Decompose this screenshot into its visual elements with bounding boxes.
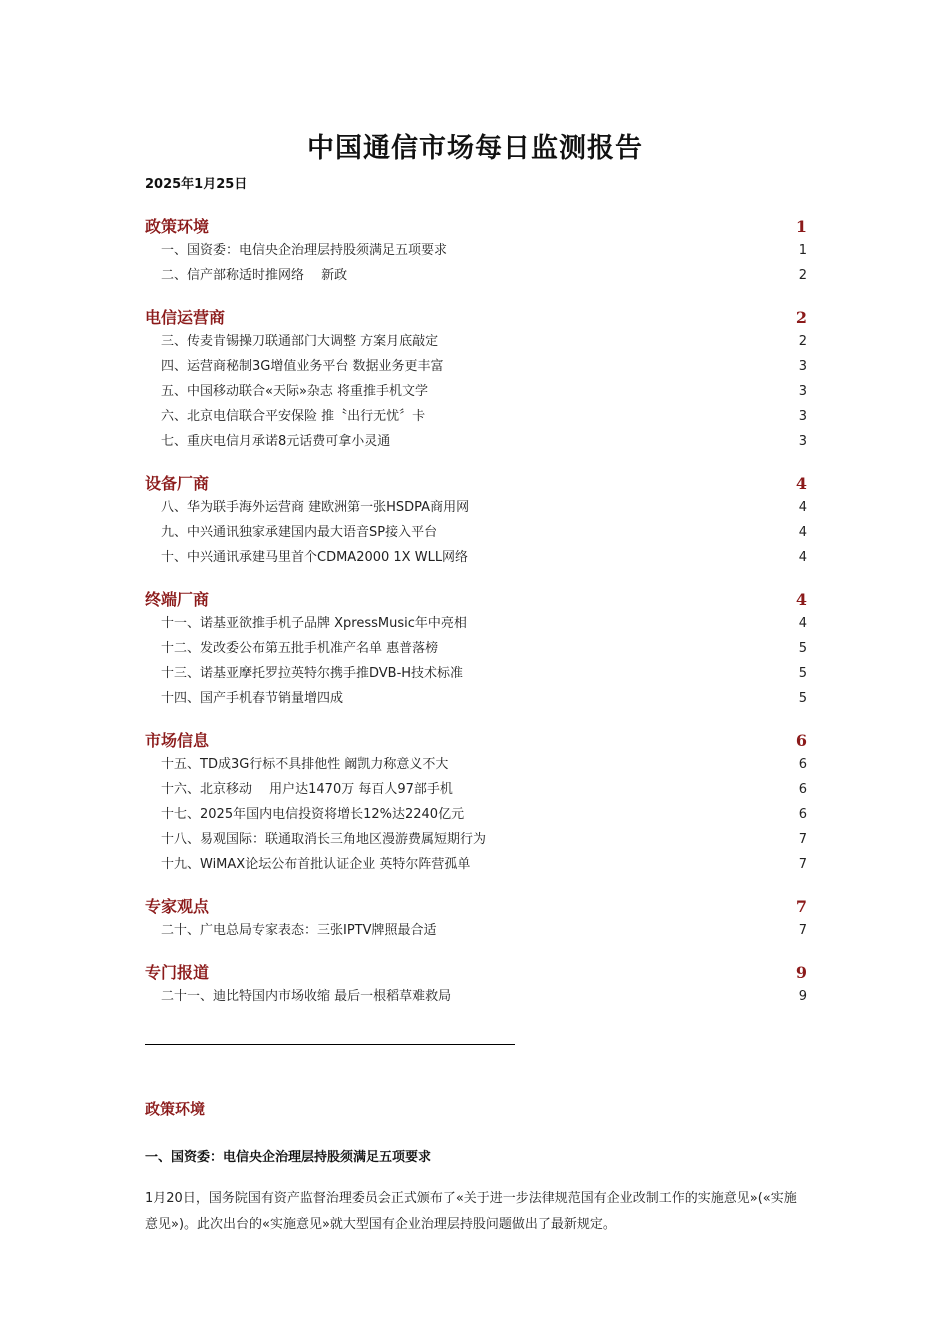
toc-section-heading[interactable] [145, 472, 807, 495]
toc-entry-label: 二十一、迪比特国内市场收缩 最后一根稻草难救局 [161, 989, 452, 1004]
toc-section [145, 895, 807, 943]
toc-entry-label: 二十、广电总局专家表态：三张IPTV牌照最合适 [161, 923, 437, 938]
toc-section-title: 专家观点 [145, 897, 210, 916]
toc-entry-page-number: 3 [798, 384, 807, 399]
toc-section-heading[interactable] [145, 961, 807, 984]
toc-entry[interactable] [145, 429, 807, 454]
toc-entry[interactable] [145, 238, 807, 263]
toc-entry[interactable] [145, 354, 807, 379]
toc-entry[interactable] [145, 636, 807, 661]
toc-section [145, 215, 807, 288]
toc-entry-label: 十八、易观国际：联通取消长三角地区漫游费属短期行为 [161, 832, 487, 847]
toc-entry-label: 六、北京电信联合平安保险 推〝出行无忧〞卡 [161, 409, 426, 424]
toc-entry-label: 八、华为联手海外运营商 建欧洲第一张HSDPA商用网 [161, 500, 470, 515]
toc-entry-page-number: 3 [798, 359, 807, 374]
toc-entry[interactable] [145, 545, 807, 570]
toc-entry-page-number: 6 [798, 757, 807, 772]
toc-section-heading[interactable] [145, 215, 807, 238]
toc-entry-label: 十七、2025年国内电信投资将增长12%达2240亿元 [161, 807, 465, 822]
toc-entry-page-number: 7 [798, 923, 807, 938]
toc-entry[interactable] [145, 827, 807, 852]
toc-section [145, 306, 807, 454]
toc-entry[interactable] [145, 752, 807, 777]
toc-entry-label: 七、重庆电信月承诺8元话费可拿小灵通 [161, 434, 391, 449]
toc-entry[interactable] [145, 852, 807, 877]
toc-entry-page-number: 6 [798, 807, 807, 822]
toc-section-page-number: 1 [795, 217, 807, 236]
toc-entry-page-number: 4 [798, 616, 807, 631]
toc-section-page-number: 9 [795, 963, 807, 982]
toc-entry-label: 十四、国产手机春节销量增四成 [161, 691, 344, 706]
toc-entry-page-number: 7 [798, 832, 807, 847]
toc-section [145, 961, 807, 1009]
article-title: 一、国资委：电信央企治理层持股须满足五项要求 [145, 1150, 432, 1165]
toc-section-title: 市场信息 [145, 731, 210, 750]
toc-entry-page-number: 9 [798, 989, 807, 1004]
body-section-heading: 政策环境 [145, 1100, 206, 1118]
toc-section [145, 729, 807, 877]
toc-entry[interactable] [145, 686, 807, 711]
toc-section-page-number: 2 [795, 308, 807, 327]
toc-divider [145, 1044, 515, 1045]
toc-section-heading[interactable] [145, 588, 807, 611]
toc-section-page-number: 7 [795, 897, 807, 916]
toc-entry[interactable] [145, 611, 807, 636]
toc-entry-page-number: 4 [798, 500, 807, 515]
article-paragraph: 1月20日，国务院国有资产监督治理委员会正式颁布了«关于进一步法律规范国有企业改制工作的实施意见»(«实施意见»)。此次出台的«实施意见»就大型国有企业治理层持股问题做出了最新规定。 [145, 1191, 797, 1232]
toc-section-title: 设备厂商 [145, 474, 210, 493]
toc-entry[interactable] [145, 379, 807, 404]
toc-entry-page-number: 2 [798, 268, 807, 283]
toc-entry[interactable] [145, 777, 807, 802]
toc-section-page-number: 4 [795, 590, 807, 609]
toc-entry-label: 十六、北京移动 用户达1470万 每百人97部手机 [161, 782, 453, 797]
toc-section-heading[interactable] [145, 306, 807, 329]
toc-section-title: 政策环境 [145, 217, 210, 236]
toc-section-heading[interactable] [145, 895, 807, 918]
toc-entry-page-number: 4 [798, 525, 807, 540]
toc-entry[interactable] [145, 802, 807, 827]
toc-entry-page-number: 5 [798, 666, 807, 681]
toc-entry-page-number: 6 [798, 782, 807, 797]
toc-entry[interactable] [145, 495, 807, 520]
toc-entry-page-number: 2 [798, 334, 807, 349]
toc-section-title: 专门报道 [145, 963, 210, 982]
toc-entry-label: 四、运营商秘制3G增值业务平台 数据业务更丰富 [161, 359, 444, 374]
toc-entry-page-number: 3 [798, 409, 807, 424]
toc-section-heading[interactable] [145, 729, 807, 752]
toc-entry-label: 十一、诺基亚欲推手机子品牌 XpressMusic年中亮相 [161, 616, 467, 631]
toc-entry-page-number: 3 [798, 434, 807, 449]
toc-entry-label: 十九、WiMAX论坛公布首批认证企业 英特尔阵营孤单 [161, 857, 471, 872]
toc-entry-label: 十三、诺基亚摩托罗拉英特尔携手推DVB-H技术标准 [161, 666, 464, 681]
table-of-contents [145, 215, 807, 1027]
toc-entry[interactable] [145, 520, 807, 545]
toc-entry-label: 九、中兴通讯独家承建国内最大语音SP接入平台 [161, 525, 438, 540]
toc-entry-label: 十二、发改委公布第五批手机准产名单 惠普落榜 [161, 641, 439, 656]
toc-entry[interactable] [145, 329, 807, 354]
toc-entry-label: 十、中兴通讯承建马里首个CDMA2000 1X WLL网络 [161, 550, 469, 565]
toc-entry-page-number: 7 [798, 857, 807, 872]
toc-entry-label: 十五、TD成3G行标不具排他性 阚凯力称意义不大 [161, 757, 449, 772]
toc-entry-page-number: 5 [798, 641, 807, 656]
toc-entry-label: 一、国资委：电信央企治理层持股须满足五项要求 [161, 243, 448, 258]
report-date: 2025年1月25日 [145, 177, 248, 192]
toc-entry[interactable] [145, 263, 807, 288]
toc-section-page-number: 4 [795, 474, 807, 493]
toc-section-title: 电信运营商 [145, 308, 226, 327]
toc-entry-label: 三、传麦肯锡操刀联通部门大调整 方案月底敲定 [161, 334, 439, 349]
toc-section [145, 588, 807, 711]
toc-entry-page-number: 4 [798, 550, 807, 565]
toc-entry[interactable] [145, 404, 807, 429]
toc-entry[interactable] [145, 918, 807, 943]
page-title: 中国通信市场每日监测报告 [307, 133, 643, 164]
toc-section [145, 472, 807, 570]
toc-section-title: 终端厂商 [145, 590, 210, 609]
toc-entry-page-number: 1 [798, 243, 807, 258]
toc-entry[interactable] [145, 984, 807, 1009]
toc-entry[interactable] [145, 661, 807, 686]
toc-entry-page-number: 5 [798, 691, 807, 706]
toc-entry-label: 二、信产部称适时推网络 新政 [161, 268, 348, 283]
toc-entry-label: 五、中国移动联合«天际»杂志 将重推手机文学 [161, 384, 429, 399]
toc-section-page-number: 6 [795, 731, 807, 750]
